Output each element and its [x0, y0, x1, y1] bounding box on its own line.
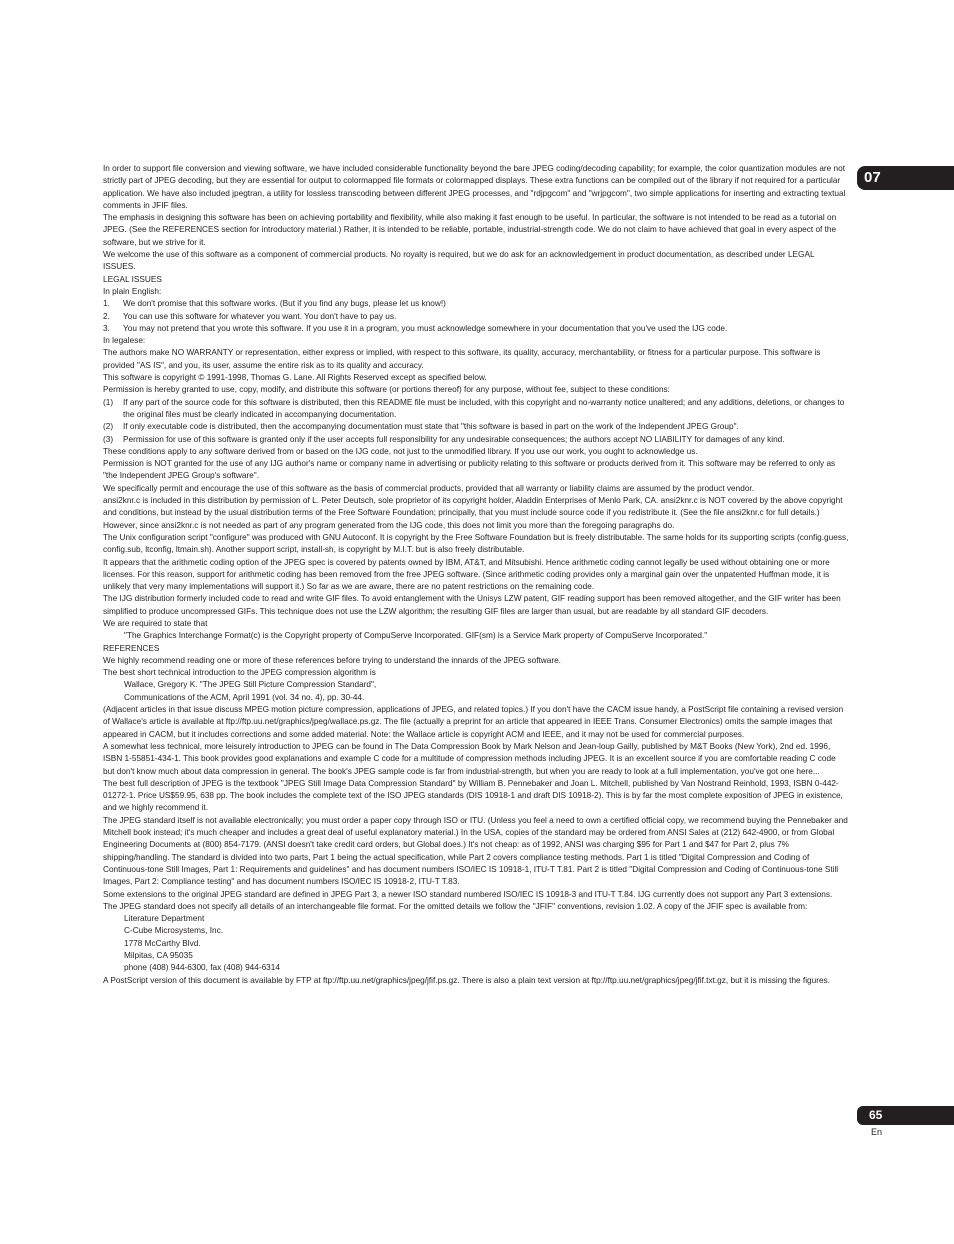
item-text: If only executable code is distributed, then the accompanying documentation must state that "this software is based in part on the work of the Independent JPEG Group".	[123, 422, 739, 432]
paragraph: In legalese:	[103, 336, 146, 346]
paragraph: In plain English:	[103, 286, 162, 296]
numbered-item	[103, 421, 849, 433]
indented-line: Literature Department	[124, 914, 205, 924]
paragraph: REFERENCES	[103, 643, 160, 653]
item-number: 1.	[103, 299, 110, 309]
numbered-item	[103, 311, 849, 323]
paragraph: The best full description of JPEG is the textbook "JPEG Still Image Data Compression Standard" by William B. Pennebaker and Joan L. Mitchell, published by Van Nostrand Reinhold, 1993, ISBN 0-442-01272-1. Price US$59.95, 638 pp. The book includes the complete text of the ISO JPEG standards (DIS 10918-1 and draft DIS 10918-2). This is by far the most complete exposition of JPEG in existence, and we highly recommend it.	[103, 778, 843, 813]
paragraph: LEGAL ISSUES	[103, 274, 162, 284]
numbered-item	[103, 434, 849, 446]
paragraph: We highly recommend reading one or more of these references before trying to understand the innards of the JPEG software.	[103, 655, 561, 665]
chapter-number: 07	[864, 169, 881, 186]
paragraph: The JPEG standard itself is not available electronically; you must order a paper copy through ISO or ITU. (Unless you feel a need to own a certified official copy, we recommend buying the Pennebaker and Mitchell book instead; it's much cheaper and includes a great deal of useful explanatory material.) In the USA, copies of the standard may be ordered from ANSI Sales at (212) 642-4900, or from Global Engineering Documents at (800) 854-7179. (ANSI doesn't take credit card orders, but Global does.) It's not cheap: as of 1992, ANSI was charging $95 for Part 1 and $47 for Part 2, plus 7% shipping/handling. The standard is divided into two parts, Part 1 being the actual specification, while Part 2 covers compliance testing methods. Part 1 is titled "Digital Compression and Coding of Continuous-tone Still Images, Part 1: Requirements and guidelines" and has document numbers ISO/IEC IS 10918-1, ITU-T T.81. Part 2 is titled "Digital Compression and Coding of Continuous-tone Still Images, Part 2: Compliance testing" and has document numbers ISO/IEC IS 10918-2, ITU-T T.83.	[103, 815, 848, 887]
paragraph: The IJG distribution formerly included code to read and write GIF files. To avoid entanglement with the Unisys LZW patent, GIF reading support has been removed altogether, and the GIF writer has been simplified to produce uncompressed GIFs. This technique does not use the LZW algorithm; the resulting GIF files are larger than usual, but are readable by all standard GIF decoders.	[103, 594, 841, 616]
paragraph: The best short technical introduction to the JPEG compression algorithm is	[103, 668, 376, 678]
paragraph: ansi2knr.c is included in this distribution by permission of L. Peter Deutsch, sole proprietor of its copyright holder, Aladdin Enterprises of Menlo Park, CA. ansi2knr.c is NOT covered by the above copyright and conditions, but instead by the usual distribution terms of the Free Software Foundation; principally, that you must include source code if you redistribute it. (See the file ansi2knr.c for full details.) However, since ansi2knr.c is not needed as part of any program generated from the IJG code, this does not limit you more than the foregoing paragraphs do.	[103, 496, 843, 530]
numbered-item	[103, 397, 849, 422]
paragraph: Some extensions to the original JPEG standard are defined in JPEG Part 3, a newer ISO standard numbered ISO/IEC IS 10918-3 and ITU-T T.84. IJG currently does not support any Part 3 extensions.	[103, 889, 833, 899]
item-text: Permission for use of this software is granted only if the user accepts full responsibility for any undesirable consequences; the authors accept NO LIABILITY for damages of any kind.	[123, 434, 785, 444]
paragraph: We are required to state that	[103, 618, 208, 628]
paragraph: These conditions apply to any software derived from or based on the IJG code, not just to the unmodified library. If you use our work, you ought to acknowledge us.	[103, 446, 698, 456]
indented-line: Wallace, Gregory K. "The JPEG Still Picture Compression Standard",	[124, 680, 377, 690]
language-label: En	[871, 1127, 883, 1137]
item-number: 3.	[103, 323, 110, 333]
item-number: (2)	[103, 422, 114, 432]
indented-line: Communications of the ACM, April 1991 (vol. 34 no. 4), pp. 30-44.	[124, 692, 365, 702]
page-number: 65	[869, 1108, 883, 1122]
paragraph: We welcome the use of this software as a component of commercial products. No royalty is required, but we do ask for an acknowledgement in product documentation, as described under LEGAL ISSUES.	[103, 250, 815, 272]
indented-line: C-Cube Microsystems, Inc.	[124, 926, 224, 936]
paragraph: (Adjacent articles in that issue discuss MPEG motion picture compression, applications of JPEG, and related topics.) If you don't have the CACM issue handy, a PostScript file containing a revised version of Wallace's article is available at ftp://ftp.uu.net/graphics/jpeg/wallace.ps.gz. The file (actually a preprint for an article that appeared in IEEE Trans. Consumer Electronics) omits the sample images that appeared in CACM, but it includes corrections and some added material. Note: the Wallace article is copyright ACM and IEEE, and it may not be used for commercial purposes.	[103, 705, 844, 739]
item-text: You can use this software for whatever you want. You don't have to pay us.	[123, 311, 397, 321]
page-number-tab	[857, 1106, 954, 1125]
indented-line: "The Graphics Interchange Format(c) is the Copyright property of CompuServe Incorporated. GIF(sm) is a Service Mark property of CompuServe Incorporated."	[124, 631, 708, 641]
item-text: We don't promise that this software works. (But if you find any bugs, please let us know!)	[123, 299, 446, 309]
paragraph: This software is copyright © 1991-1998, Thomas G. Lane. All Rights Reserved except as specified below.	[103, 373, 487, 383]
paragraph: A somewhat less technical, more leisurely introduction to JPEG can be found in The Data Compression Book by Mark Nelson and Jean-loup Gailly, published by M&T Books (New York), 2nd ed. 1996, ISBN 1-55851-434-1. This book provides good explanations and example C code for a multitude of compression methods including JPEG. It is an excellent source if you are comfortable reading C code but don't know much about data compression in general. The book's JPEG sample code is far from industrial-strength, but when you are ready to look at a full implementation, you've got one here...	[103, 741, 836, 776]
item-number: (1)	[103, 397, 114, 407]
paragraph: A PostScript version of this document is available by FTP at ftp://ftp.uu.net/graphics/jpeg/jfif.ps.gz. There is also a plain text version at ftp://ftp.uu.net/graphics/jpeg/jfif.txt.gz, but it is missing the figures.	[103, 975, 830, 985]
indented-line: 1778 McCarthy Blvd.	[124, 938, 201, 948]
item-number: 2.	[103, 311, 110, 321]
paragraph: Permission is NOT granted for the use of any IJG author's name or company name in advertising or publicity relating to this software or products derived from it. This software may be referred to only as "the Independent JPEG Group's software".	[103, 459, 836, 481]
item-text: If any part of the source code for this software is distributed, then this README file must be included, with this copyright and no-warranty notice unaltered; and any additions, deletions, or changes to the original files must be clearly indicated in accompanying documentation.	[123, 397, 845, 419]
paragraph: Permission is hereby granted to use, copy, modify, and distribute this software (or portions thereof) for any purpose, without fee, subject to these conditions:	[103, 385, 670, 395]
indented-line: Milpitas, CA 95035	[124, 951, 193, 960]
document-body	[103, 163, 849, 987]
paragraph: It appears that the arithmetic coding option of the JPEG spec is covered by patents owned by IBM, AT&T, and Mitsubishi. Hence arithmetic coding cannot legally be used without obtaining one or more licenses. For this reason, support for arithmetic coding has been removed from the free JPEG software. (Since arithmetic coding provides only a marginal gain over the unpatented Huffman mode, it is unlikely that very many implementations will support it.) So far as we are aware, there are no patent restrictions on the remaining code.	[103, 557, 830, 592]
paragraph: The JPEG standard does not specify all details of an interchangeable file format. For the omitted details we follow the "JFIF" conventions, revision 1.02. A copy of the JFIF spec is available from:	[103, 901, 808, 911]
numbered-item	[103, 323, 849, 335]
item-number: (3)	[103, 434, 114, 444]
paragraph: The emphasis in designing this software has been on achieving portability and flexibility, while also making it fast enough to be useful. In particular, the software is not intended to be read as a tutorial on JPEG. (See the REFERENCES section for introductory material.) Rather, it is intended to be reliable, portable, industrial-strength code. We do not claim to have achieved that goal in every aspect of the software, but we strive for it.	[103, 213, 837, 247]
paragraph: We specifically permit and encourage the use of this software as the basis of commercial products, provided that all warranty or liability claims are assumed by the product vendor.	[103, 483, 754, 493]
paragraph: The Unix configuration script "configure" was produced with GNU Autoconf. It is copyright by the Free Software Foundation but is freely distributable. The same holds for its supporting scripts (config.guess, config.sub, ltconfig, ltmain.sh). Another support script, install-sh, is copyright by M.I.T. but is also freely distributable.	[103, 532, 849, 555]
chapter-tab	[857, 166, 954, 190]
paragraph: In order to support file conversion and viewing software, we have included considerable functionality beyond the bare JPEG coding/decoding capability; for example, the color quantization modules are not strictly part of JPEG decoding, but they are essential for output to colormapped file formats or colormapped displays. These extra functions can be compiled out of the library if not required for a particular application. We have also included jpegtran, a utility for lossless transcoding between different JPEG processes, and "rdjpgcom" and "wrjpgcom", two simple applications for inserting and extracting textual comments in JFIF files.	[103, 164, 846, 210]
paragraph: The authors make NO WARRANTY or representation, either express or implied, with respect to this software, its quality, accuracy, merchantability, or fitness for a particular purpose. This software is provided "AS IS", and you, its user, assume the entire risk as to its quality and accuracy.	[103, 348, 821, 370]
numbered-item	[103, 298, 849, 310]
indented-line: phone (408) 944-6300, fax (408) 944-6314	[124, 963, 280, 973]
item-text: You may not pretend that you wrote this software. If you use it in a program, you must acknowledge somewhere in your documentation that you've used the IJG code.	[123, 323, 728, 333]
